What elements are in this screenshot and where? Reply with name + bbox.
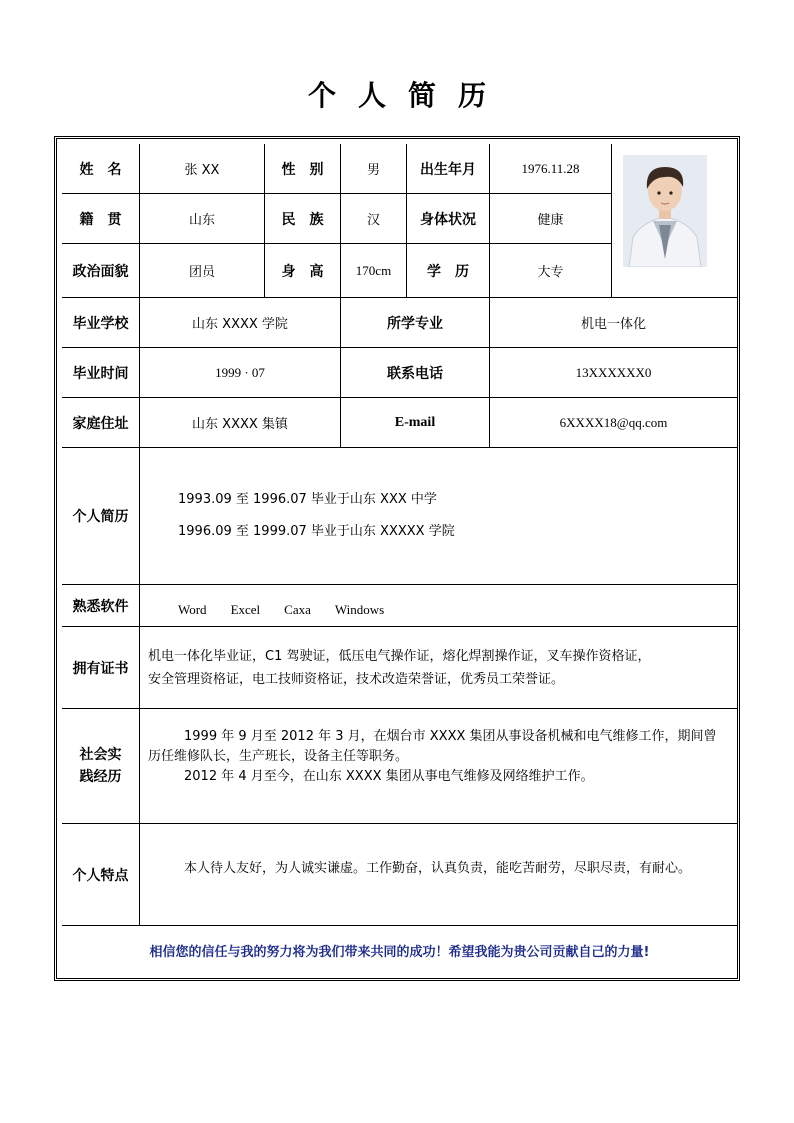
health-value: 健康 (490, 194, 612, 244)
gender-value: 男 (341, 144, 407, 194)
software-content (140, 585, 737, 627)
political-value: 团员 (140, 244, 265, 298)
software-label: 熟悉软件 (62, 585, 140, 627)
page-title: 个人简历 (307, 79, 508, 112)
native-value: 山东 (140, 194, 265, 244)
major-label: 所学专业 (341, 298, 490, 348)
resume-line-2: 1996.09 至 1999.07 毕业于山东 XXXXX 学院 (178, 524, 455, 539)
address-value: 山东 XXXX 集镇 (140, 398, 341, 448)
education-value: 大专 (490, 244, 612, 298)
certificates-line-1: 机电一体化毕业证，C1 驾驶证，低压电气操作证，熔化焊割操作证，叉车操作资格证， (148, 648, 651, 664)
certificates-content (140, 627, 737, 709)
software-item: Word (178, 601, 207, 617)
resume-label: 个人简历 (62, 448, 140, 585)
resume-table (54, 136, 740, 981)
practice-label: 社会实践经历 (62, 709, 140, 824)
email-value: 6XXXX18@qq.com (490, 398, 737, 448)
closing-statement: 相信您的信任与我的努力将为我们带来共同的成功！希望我能为贵公司贡献自己的力量! (149, 945, 650, 960)
ethnic-label: 民族 (265, 194, 341, 244)
email-label: E-mail (341, 398, 490, 448)
major-value: 机电一体化 (490, 298, 737, 348)
school-value: 山东 XXXX 学院 (140, 298, 341, 348)
traits-content (140, 824, 737, 926)
education-label: 学历 (407, 244, 490, 298)
birth-label: 出生年月 (407, 144, 490, 194)
certificates-line-2: 安全管理资格证，电工技师资格证，技术改造荣誉证，优秀员工荣誉证。 (148, 671, 565, 687)
phone-value: 13XXXXXX0 (490, 348, 737, 398)
phone-label: 联系电话 (341, 348, 490, 398)
practice-paragraph-1: 1999 年 9 月至 2012 年 3 月，在烟台市 XXXX 集团从事设备机械和电气维修工作，期间曾历任维修队长，生产班长，设备主任等职务。 (148, 729, 717, 764)
native-label: 籍贯 (62, 194, 140, 244)
height-label: 身高 (265, 244, 341, 298)
grad-label: 毕业时间 (62, 348, 140, 398)
name-value: 张 XX (140, 144, 265, 194)
software-item: Caxa (284, 601, 311, 617)
software-item: Excel (230, 601, 261, 617)
school-label: 毕业学校 (62, 298, 140, 348)
certificates-label: 拥有证书 (62, 627, 140, 709)
gender-label: 性别 (265, 144, 341, 194)
practice-paragraph-2: 2012 年 4 月至今，在山东 XXXX 集团从事电气维修及网络维护工作。 (184, 769, 594, 784)
resume-content (140, 448, 737, 585)
traits-text: 本人待人友好，为人诚实谦虚。工作勤奋，认真负责，能吃苦耐劳，尽职尽责，有耐心。 (184, 860, 692, 876)
traits-label: 个人特点 (62, 824, 140, 926)
software-item: Windows (334, 601, 385, 617)
health-label: 身体状况 (407, 194, 490, 244)
height-value: 170cm (341, 244, 407, 298)
practice-content (140, 709, 737, 824)
resume-line-1: 1993.09 至 1996.07 毕业于山东 XXX 中学 (178, 492, 437, 507)
profile-photo (623, 155, 707, 267)
grad-value: 1999 · 07 (140, 348, 341, 398)
political-label: 政治面貌 (62, 244, 140, 298)
ethnic-value: 汉 (341, 194, 407, 244)
address-label: 家庭住址 (62, 398, 140, 448)
name-label: 姓名 (62, 144, 140, 194)
birth-value: 1976.11.28 (490, 144, 612, 194)
